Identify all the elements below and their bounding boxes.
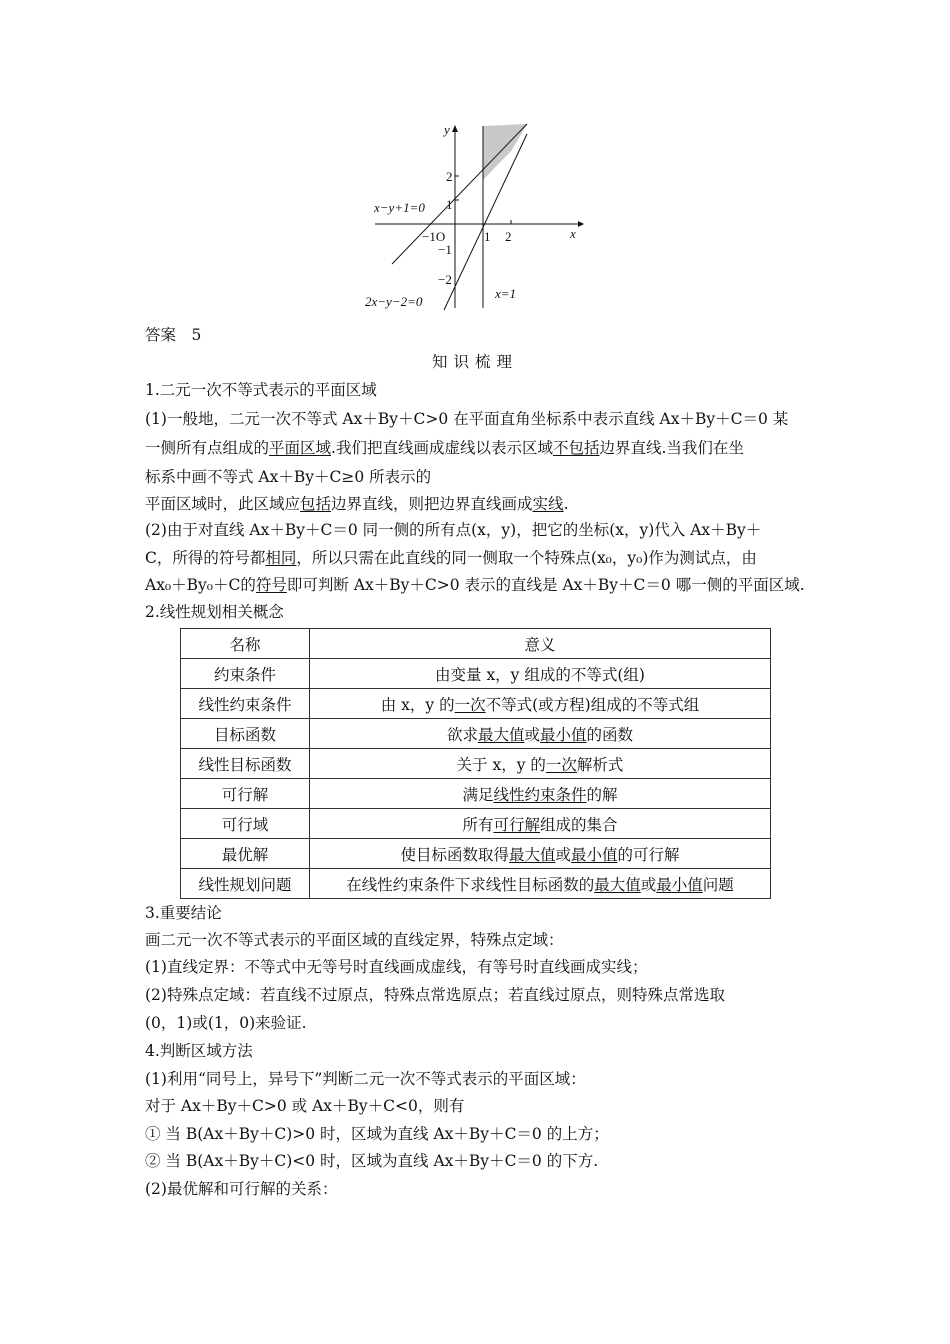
section3-line4: (0，1)或(1，0)来验证. — [145, 1014, 307, 1032]
origin-label: −1O — [422, 229, 446, 244]
row-meaning — [310, 689, 771, 719]
table-row — [181, 749, 771, 779]
text-span: 解析式 — [576, 755, 624, 774]
tick-label-y-2: 2 — [446, 169, 453, 184]
text-span: 满足 — [462, 785, 494, 804]
text-span: 或 — [524, 725, 540, 744]
underlined-text: 最小值 — [540, 725, 587, 744]
row-name: 线性约束条件 — [181, 689, 310, 719]
section3-line1: 画二元一次不等式表示的平面区域的直线定界，特殊点定域： — [145, 931, 564, 949]
line1-label: x−y+1=0 — [374, 200, 425, 215]
underlined-text: 最大值 — [594, 875, 641, 894]
table-row — [181, 689, 771, 719]
row-name: 约束条件 — [181, 659, 310, 689]
section3-title: 3.重要结论 — [145, 904, 222, 922]
tick-label-y-neg1: −1 — [438, 242, 452, 257]
section1-p2-line3 — [145, 574, 805, 596]
text-span: 的可行解 — [617, 845, 680, 864]
table-row — [181, 779, 771, 809]
underlined-text: 一次 — [545, 755, 577, 774]
underlined-text: 线性约束条件 — [493, 785, 587, 804]
row-meaning — [310, 839, 771, 869]
underlined-text: 最大值 — [477, 725, 525, 744]
line2-label: 2x−y−2=0 — [365, 294, 423, 309]
section3-line2: (1)直线定界：不等式中无等号时直线画成虚线，有等号时直线画成实线； — [145, 958, 648, 976]
underlined-text: 相同 — [265, 549, 297, 567]
underlined-text: 可行解 — [493, 815, 540, 834]
underlined-text: 实线 — [532, 495, 564, 513]
underlined-text: 符号 — [255, 576, 287, 594]
shaded-region — [483, 124, 527, 180]
answer-text: 答案 5 — [145, 326, 202, 344]
table-row — [181, 809, 771, 839]
table-row — [181, 839, 771, 869]
underlined-text: 最小值 — [571, 845, 618, 864]
row-meaning — [310, 809, 771, 839]
text-span: 使目标函数取得 — [400, 845, 509, 864]
text-span: Ax₀＋By₀＋C的 — [145, 576, 256, 594]
text-span: 边界直线.当我们在坐 — [599, 439, 744, 457]
row-name: 线性规划问题 — [181, 869, 310, 899]
tick-label-x-1: 1 — [484, 229, 491, 244]
tick-label-y-neg2: −2 — [438, 272, 452, 287]
row-meaning — [310, 659, 771, 689]
text-span: 即可判断 Ax＋By＋C>0 表示的直线是 Ax＋By＋C＝0 哪一侧的平面区域. — [286, 576, 805, 594]
section1-title: 1.二元一次不等式表示的平面区域 — [145, 381, 377, 399]
underlined-text: 一次 — [454, 695, 486, 714]
table-row — [181, 869, 771, 899]
text-span: .我们把直线画成虚线以表示区域 — [331, 439, 553, 457]
concepts-table — [180, 628, 771, 899]
row-name: 目标函数 — [181, 719, 310, 749]
section4-line3: ① 当 B(Ax＋By＋C)>0 时，区域为直线 Ax＋By＋C＝0 的上方； — [145, 1125, 609, 1143]
text-span: 欲求 — [446, 725, 478, 744]
table-row — [181, 719, 771, 749]
section1-p1-line1: (1)一般地，二元一次不等式 Ax＋By＋C>0 在平面直角坐标系中表示直线 Ax＋By＋C＝0 某 — [145, 410, 789, 428]
section1-p2-line1: (2)由于对直线 Ax＋By＋C＝0 同一侧的所有点(x，y)，把它的坐标(x，y)代入 Ax＋By＋ — [145, 521, 762, 539]
underlined-text: 最大值 — [508, 845, 556, 864]
y-axis-arrow-icon — [452, 125, 458, 132]
underlined-text: 不包括 — [552, 439, 600, 457]
text-span: . — [563, 495, 569, 513]
section1-p1-line2 — [145, 437, 744, 459]
section4-line4: ② 当 B(Ax＋By＋C)<0 时，区域为直线 Ax＋By＋C＝0 的下方. — [145, 1152, 599, 1170]
header-meaning: 意义 — [310, 629, 771, 659]
line3-label: x=1 — [495, 286, 517, 301]
text-span: 边界直线，则把边界直线画成 — [331, 495, 533, 513]
text-span: 问题 — [702, 875, 734, 894]
text-span: 在线性约束条件下求线性目标函数的 — [346, 875, 595, 894]
text-span: 的解 — [586, 785, 618, 804]
section1-p1-line3: 标系中画不等式 Ax＋By＋C≥0 所表示的 — [145, 468, 432, 486]
row-name: 最优解 — [181, 839, 310, 869]
y-axis-label: y — [444, 122, 450, 137]
row-meaning — [310, 869, 771, 899]
text-span: 由 x，y 的 — [380, 695, 455, 714]
section4-title: 4.判断区域方法 — [145, 1042, 253, 1060]
tick-label-x-2: 2 — [505, 229, 512, 244]
text-span: 所有 — [462, 815, 494, 834]
section4-line2: 对于 Ax＋By＋C>0 或 Ax＋By＋C<0，则有 — [145, 1097, 465, 1115]
text-span: C，所得的符号都 — [145, 549, 266, 567]
row-name: 线性目标函数 — [181, 749, 310, 779]
coordinate-graph — [360, 118, 592, 318]
section2-title: 2.线性规划相关概念 — [145, 603, 284, 621]
row-name: 可行域 — [181, 809, 310, 839]
text-span: 一侧所有点组成的 — [145, 439, 270, 457]
text-span: 组成的集合 — [540, 815, 618, 834]
text-span: 的函数 — [586, 725, 634, 744]
row-meaning — [310, 779, 771, 809]
text-span: 关于 x，y 的 — [456, 755, 546, 774]
section1-p2-line2 — [145, 547, 757, 569]
table-header-row — [181, 629, 771, 659]
tick-label-y-1: 1 — [446, 197, 453, 212]
text-span: ，所以只需在此直线的同一侧取一个特殊点(x₀，y₀)作为测试点，由 — [296, 549, 757, 567]
underlined-text: 平面区域 — [269, 439, 332, 457]
row-meaning — [310, 719, 771, 749]
row-name: 可行解 — [181, 779, 310, 809]
text-span: 或 — [640, 875, 657, 894]
text-span: 平面区域时，此区域应 — [145, 495, 301, 513]
section4-line1: (1)利用“同号上，异号下”判断二元一次不等式表示的平面区域： — [145, 1070, 586, 1088]
section1-p1-line4 — [145, 493, 569, 515]
text-span: 不等式(或方程)组成的不等式组 — [485, 695, 700, 714]
section-heading: 知识梳理 — [431, 353, 518, 371]
underlined-text: 最小值 — [656, 875, 703, 894]
section4-line5: (2)最优解和可行解的关系： — [145, 1180, 338, 1198]
underlined-text: 包括 — [300, 495, 332, 513]
section3-line3: (2)特殊点定域：若直线不过原点，特殊点常选原点；若直线过原点，则特殊点常选取 — [145, 986, 725, 1004]
header-name: 名称 — [181, 629, 310, 659]
text-span: 由变量 x，y 组成的不等式(组) — [435, 665, 645, 684]
x-axis-arrow-icon — [578, 221, 584, 227]
x-axis-label: x — [570, 226, 576, 241]
table-row — [181, 659, 771, 689]
text-span: 或 — [555, 845, 571, 864]
row-meaning — [310, 749, 771, 779]
